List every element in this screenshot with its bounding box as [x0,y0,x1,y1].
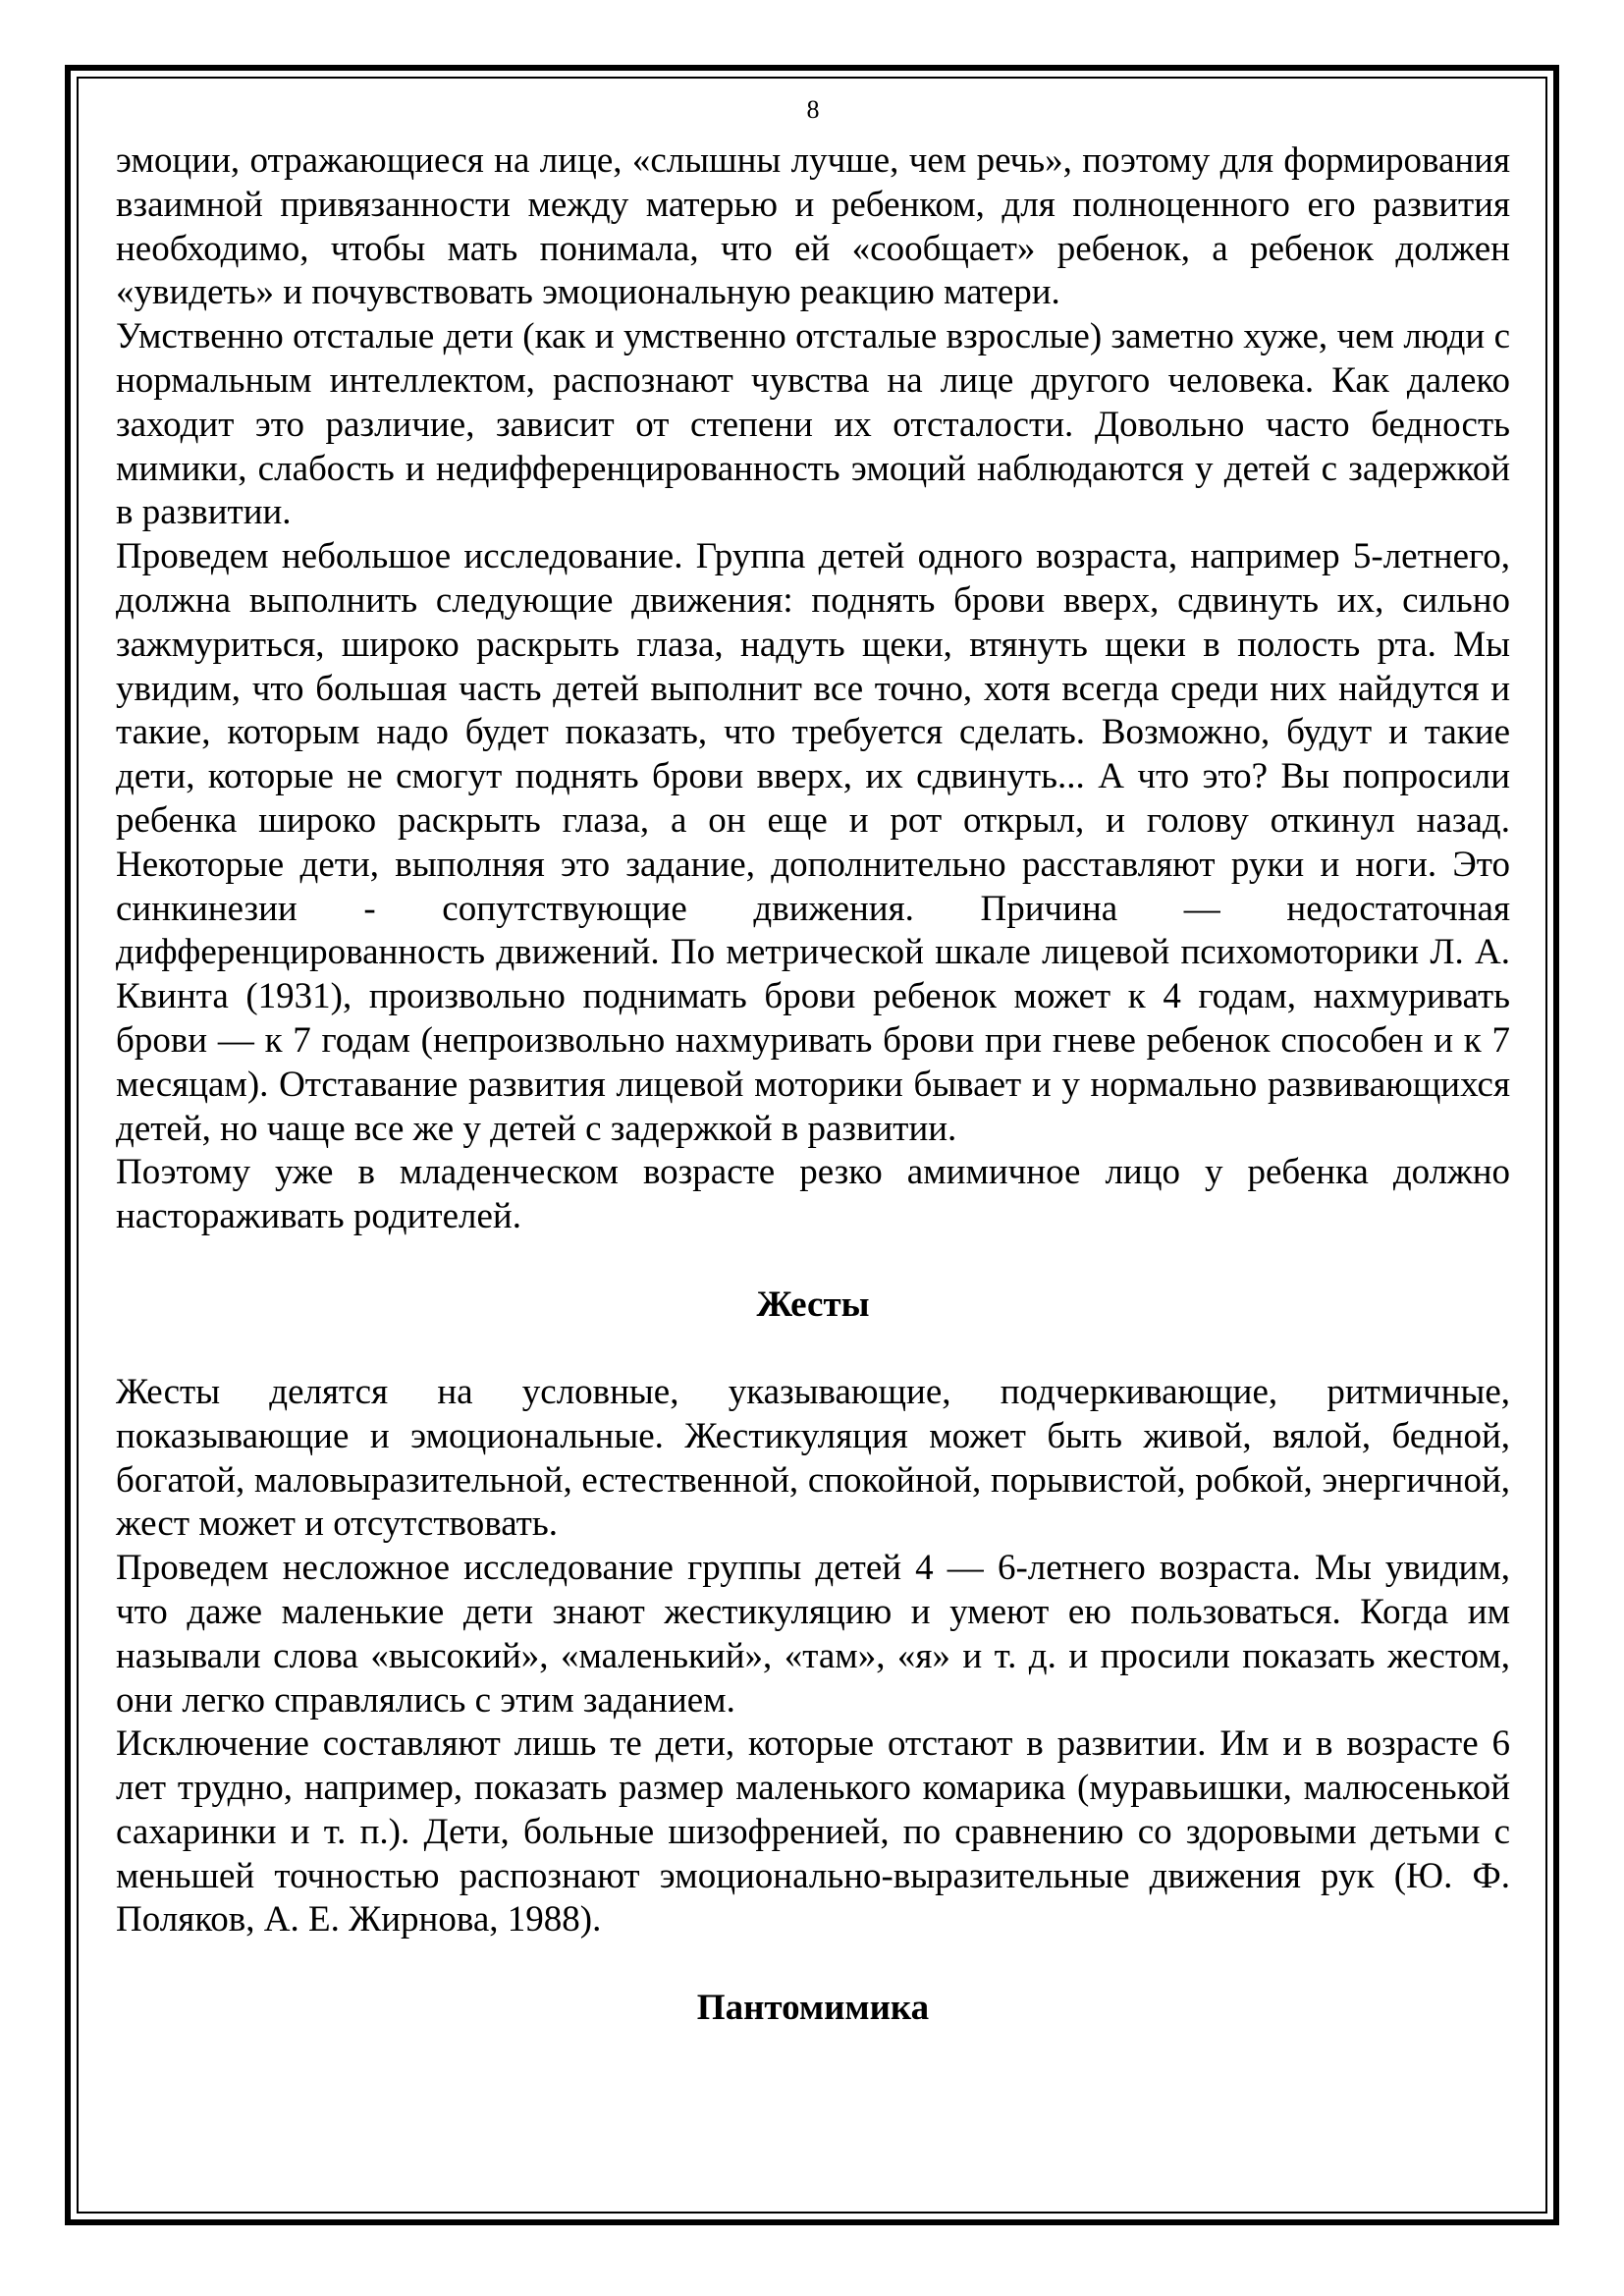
page-number: 8 [806,95,820,124]
paragraph: эмоции, отражающиеся на лице, «слышны лучше, чем речь», поэтому для формирования взаимной привязанности между матерью и ребенком, для полноценного его развития необходимо, чтобы мать понимала, что ей «сообщает» ребенок, а ребенок должен «увидеть» и почувствовать эмоциональную реакцию матери. [116,140,1510,313]
paragraph: Проведем небольшое исследование. Группа детей одного возраста, например 5-летнего, должна выполнить следующие движения: поднять брови вверх, сдвинуть их, сильно зажмуриться, широко раскрыть глаза, надуть щеки, втянуть щеки в полость рта. Мы увидим, что большая часть детей выполнит все точно, хотя всегда среди них найдутся и такие, которым надо будет показать, что требуется сделать. Возможно, будут и такие дети, которые не смогут поднять брови вверх, их сдвинуть... А что это? Вы попросили ребенка широко раскрыть глаза, а он еще и рот открыл, и голову откинул назад. Некоторые дети, выполняя это задание, дополнительно расставляют руки и ноги. Это синкинезии - сопутствующие движения. Причина — недостаточная дифференцированность движений. По метрической шкале лицевой психомоторики Л. А. Квинта (1931), произвольно поднимать брови ребенок может к 4 годам, нахмуривать брови — к 7 годам (непроизвольно нахмуривать брови при гневе ребенок способен и к 7 месяцам). Отставание развития лицевой моторики бывает и у нормально развивающихся детей, но чаще все же у детей с задержкой в развитии. [116,536,1510,1149]
section-heading-pantomime: Пантомимика [696,1988,930,2029]
page-content [116,88,1510,2030]
paragraph: Умственно отсталые дети (как и умственно отсталые взрослые) заметно хуже, чем люди с нормальным интеллектом, распознают чувства на лице другого человека. Как далеко заходит это различие, зависит от степени их отсталости. Довольно часто бедность мимики, слабость и недифференцированность эмоций наблюдаются у детей с задержкой в развитии. [116,316,1510,533]
paragraph: Жесты делятся на условные, указывающие, подчеркивающие, ритмичные, показывающие и эмоциональные. Жестикуляция может быть живой, вялой, бедной, богатой, маловыразительной, естественной, спокойной, порывистой, робкой, энергичной, жест может и отсутствовать. [116,1371,1510,1545]
section-heading-gestures: Жесты [756,1284,870,1325]
paragraph: Проведем несложное исследование группы детей 4 — 6-летнего возраста. Мы увидим, что даже маленькие дети знают жестикуляцию и умеют ею пользоваться. Когда им называли слова «высокий», «маленький», «там», «я» и т. д. и просили показать жестом, они легко справлялись с этим заданием. [116,1548,1510,1721]
paragraph: Поэтому уже в младенческом возрасте резко амимичное лицо у ребенка должно настораживать родителей. [116,1152,1510,1237]
paragraph: Исключение составляют лишь те дети, которые отстают в развитии. Им и в возрасте 6 лет трудно, например, показать размер маленького комарика (муравьишки, малюсенькой сахаринки и т. п.). Дети, больные шизофренией, по сравнению со здоровыми детьми с меньшей точностью распознают эмоционально-выразительные движения рук (Ю. Ф. Поляков, А. Е. Жирнова, 1988). [116,1723,1510,1941]
